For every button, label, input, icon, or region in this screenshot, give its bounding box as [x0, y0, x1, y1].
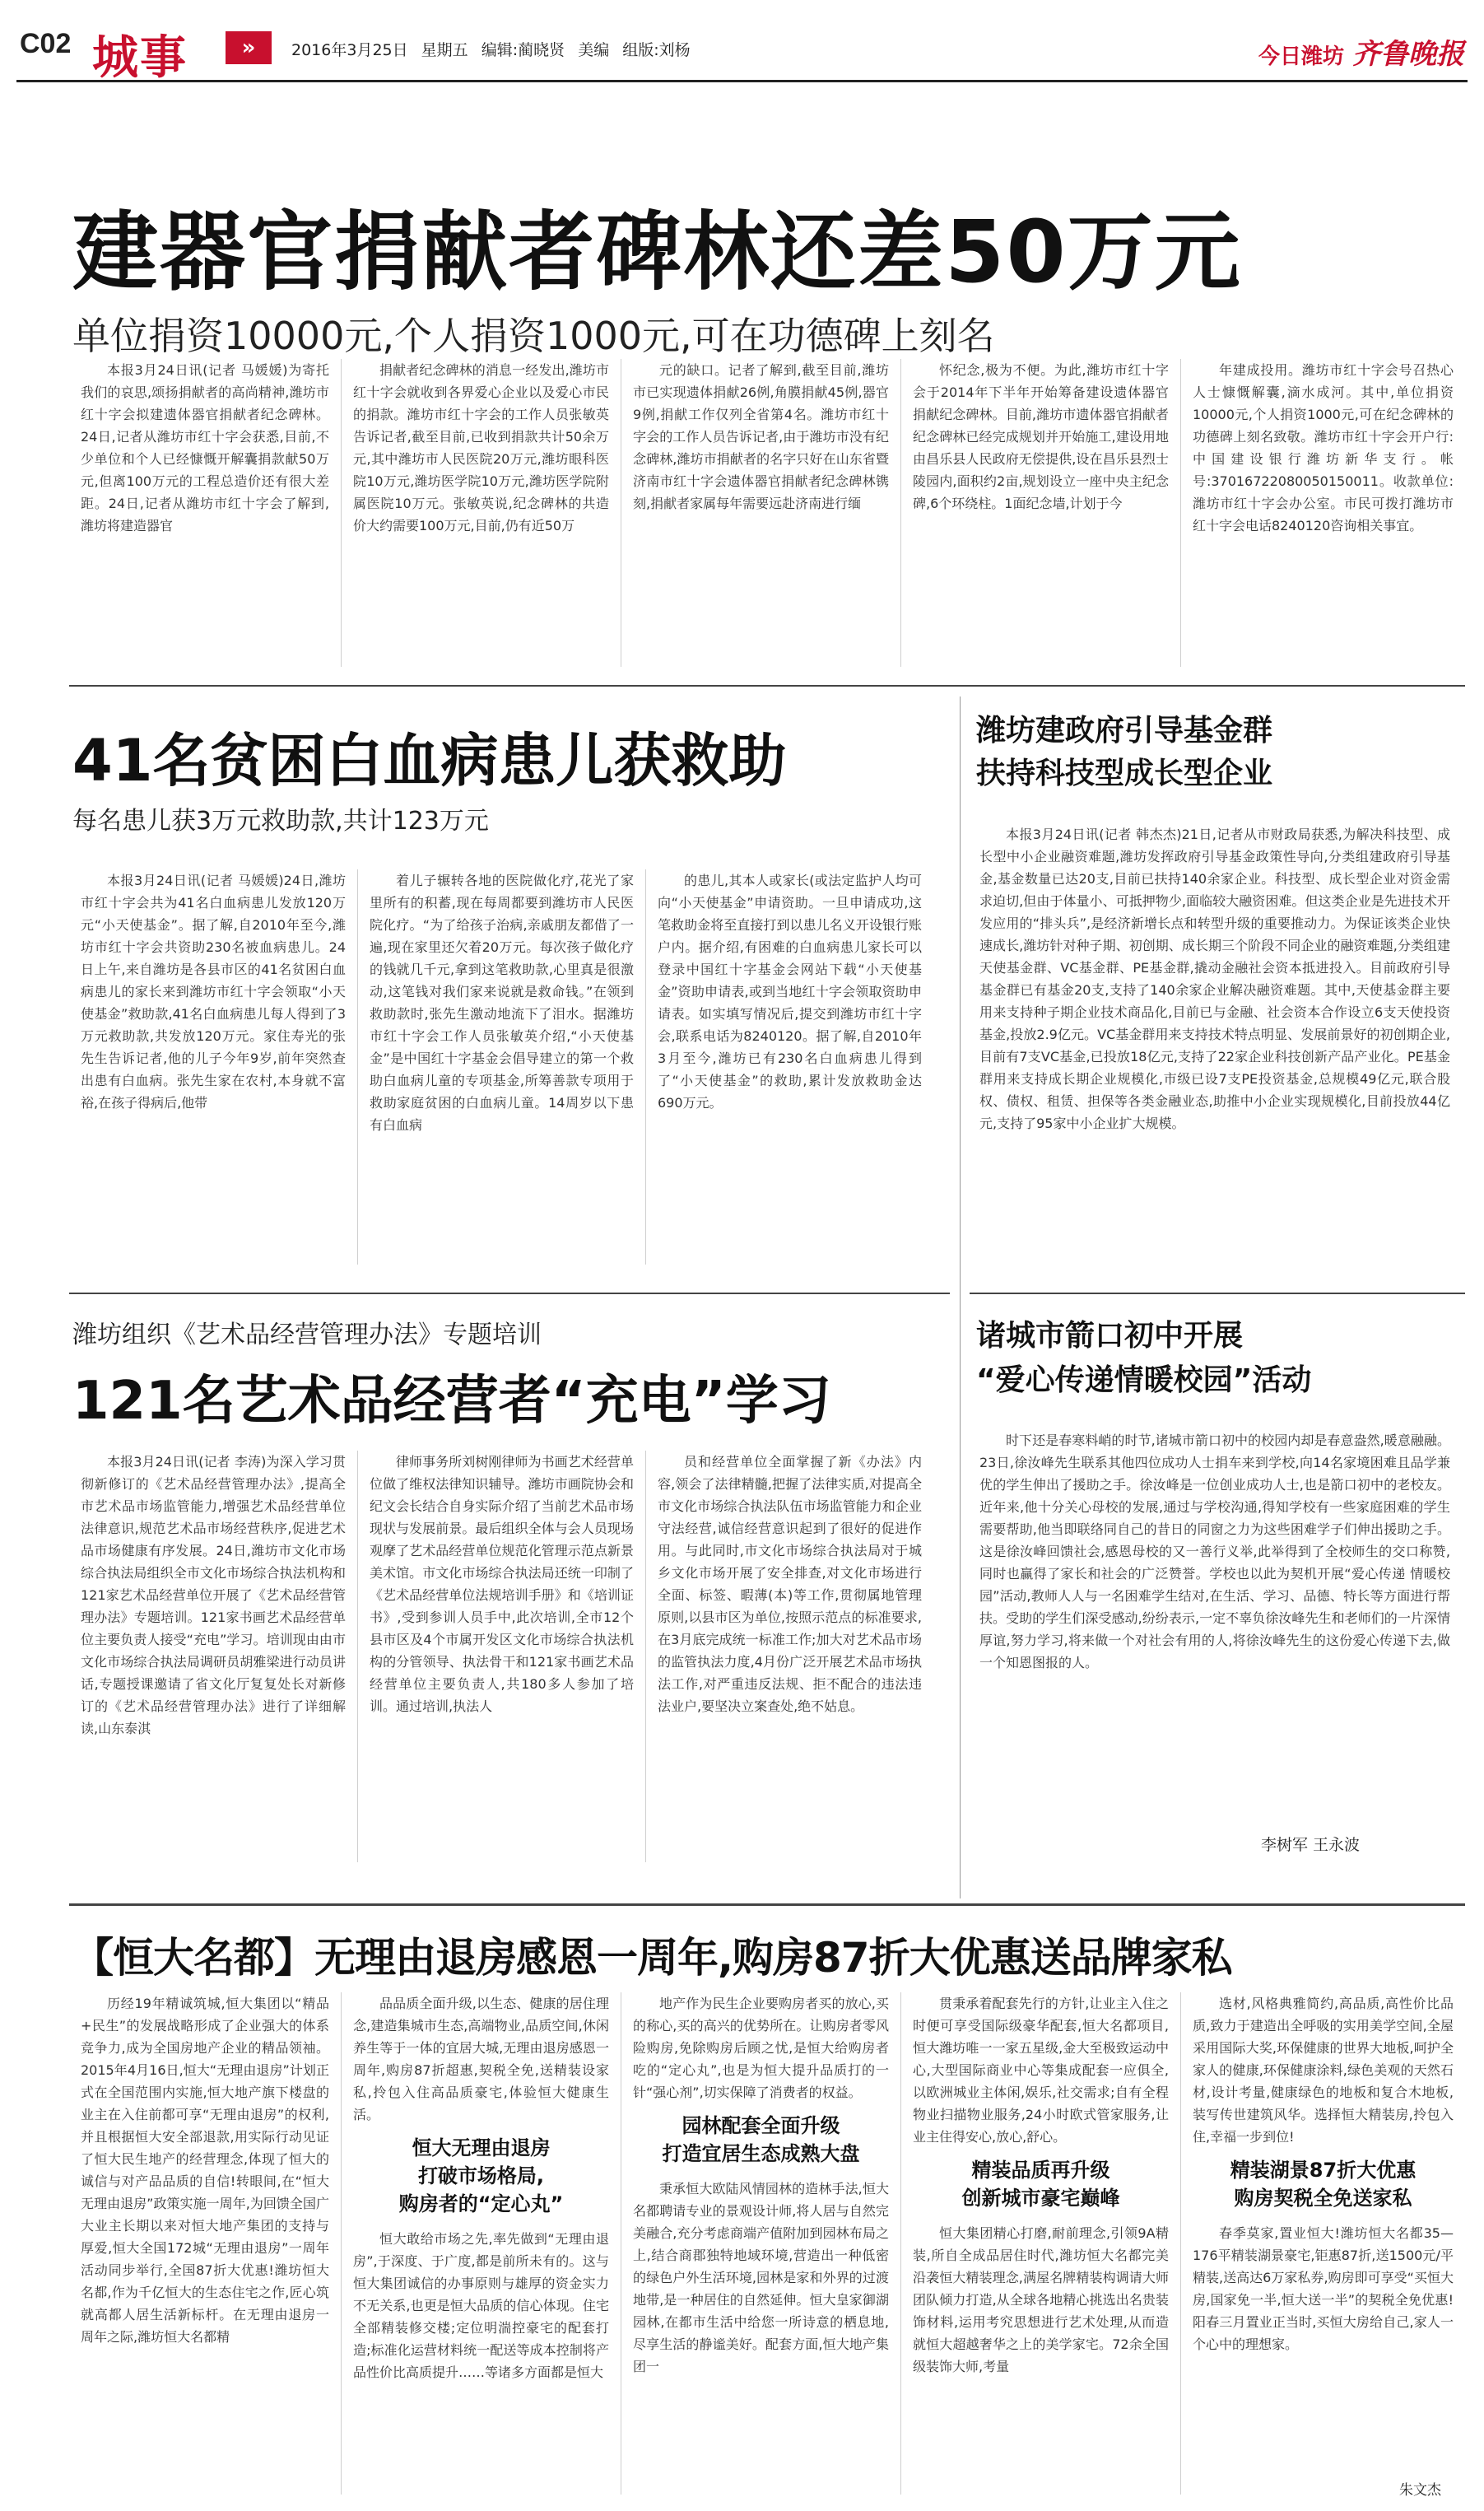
paragraph: 本报3月24日讯(记者 韩杰杰)21日,记者从市财政局获悉,为解决科技型、成长型中小企业融资难题,潍坊发挥政府引导基金政策性导向,分类组建政府引导基金,基金数量已达20支,目前已扶持140余家企业。科技型、成长型企业对资金需求迫切,但由于体量小、可抵押物少,面临较大融资困难。但这类企业是先进技术开发应用的“排头兵”,是经济新增长点和转型升级的重要推动力。为保证该类企业快速成长,潍坊针对种子期、初创期、成长期三个阶段不同企业的融资难题,分类组建天使基金群、VC基金群、PE基金群,撬动金融社会资本抵进投入。目前政府引导基金群已有基金20支,支持了140余家企业解决融资难题。其中,天使基金群主要用来支持种子期企业技术商品化,目前已与金融、社会资本合作设立6支天使投资基金,投放2.9亿元。VC基金群用来支持技术特点明显、发展前景好的初创期企业,目前有7支VC基金,已投放18亿元,支持了22家企业科技创新产品产业化。PE基金群用来支持成长期企业规模化,市级已设7支PE投资基金,总规模49亿元,联合股权、债权、租赁、担保等各类金融业态,助推中小企业实现规模化,目前投放44亿元,支持了95家中小企业扩大规模。 [979, 827, 1450, 1131]
article-headline-fund-line1: 潍坊建政府引导基金群 [976, 714, 1273, 748]
art-credit: 美编 [578, 41, 610, 59]
body-column [900, 1992, 1180, 2495]
byline: 李树军 王永波 [1261, 1836, 1361, 1854]
edition-name: 今日潍坊 [1258, 44, 1344, 69]
issue-date: 2016年3月25日 [291, 41, 408, 59]
body-column [968, 823, 1462, 1284]
body-column [968, 1429, 1462, 1819]
article-headline-fund-line2: 扶持科技型成长型企业 [976, 757, 1273, 790]
article-headline-memorial: 建器官捐献者碑林还差50万元 [72, 202, 1242, 302]
advertorial-body [69, 1992, 1465, 2495]
paragraph: 选材,风格典雅简约,高品质,高性价比品质,致力于建造出全呼吸的实用美学空间,全屋采用国际大奖,环保健康的世界大地板,呵护全家人的健康,环保健康涂料,绿色美观的天然石材,设计考量,健康绿色的地板和复合木地板,装写传世建筑风华。选择恒大精装房,拎包入住,幸福一步到位! [1193, 1996, 1454, 2145]
article-body-school [968, 1429, 1462, 1819]
paragraph: 时下还是春寒料峭的时节,诸城市箭口初中的校园内却是春意盎然,暖意融融。23日,徐汝峰先生联系其他四位成功人士捐车来到学校,向14名家境困难且品学兼优的学生伸出了援助之手。徐汝峰是一位创业成功人士,也是箭口初中的老校友。近年来,他十分关心母校的发展,通过与学校沟通,得知学校有一些家庭困难的学生需要帮助,他当即联络同自己的昔日的同窗之力为这些困难学子们伸出援助之手。这是徐汝峰回馈社会,感恩母校的又一善行义举,此举得到了全校师生的交口称赞,同时也赢得了家长和社会的广泛赞誉。学校也以此为契机开展“爱心传递 情暖校园”活动,教师人人与一名困难学生结对,在生活、学习、品德、特长等方面进行帮扶。受助的学生们深受感动,纷纷表示,一定不辜负徐汝峰先生和老师们的一片深情厚谊,努力学习,将来做一个对社会有用的人,将徐汝峰先生的这份爱心传递下去,做一个知恩图报的人。 [979, 1433, 1450, 1670]
paragraph: 春季莫家,置业恒大!潍坊恒大名都35—176平精装湖景豪宅,钜惠87折,送1500元/平精装,送高达6万家私券,购房即可享受“买恒大房,国家免一半,恒大送一半”的契税全免优惠!阳春三月置业正当时,买恒大房给自己,家人一个心中的理想家。 [1193, 2225, 1454, 2352]
paragraph: 历经19年精诚筑城,恒大集团以“精品+民生”的发展战略形成了企业强大的体系竞争力,成为全国房地产企业的精品领袖。2015年4月16日,恒大“无理由退房”计划正式在全国范围内实施,恒大地产旗下楼盘的业主在入住前都可享“无理由退房”的权利,并且根据恒大安全部退款,用实际行动见证了恒大民生地产的经营理念,体现了恒大的诚信与对产品品质的自信!转眼间,在“恒大无理由退房”政策实施一周年,为回馈全国广大业主长期以来对恒大地产集团的支持与厚爱,恒大全国172城“无理由退房”一周年活动同步举行,全国87折大优惠!潍坊恒大名都,作为千亿恒大的生态住宅之作,匠心筑就高都人居生活新标杆。在无理由退房一周年之际,潍坊恒大名都精 [81, 1996, 329, 2345]
body-column [69, 359, 341, 667]
paragraph: 地产作为民生企业要购房者买的放心,买的称心,买的高兴的优势所在。让购房者零风险购房,免除购房后顾之忧,是恒大给购房者吃的“定心丸”,也是为恒大提升品质打的一针“强心剂”,切实保障了消费者的权益。 [633, 1996, 889, 2100]
body-column [621, 359, 900, 667]
article-body-memorial [69, 359, 1465, 667]
newspaper-logo: 齐鲁晚报 [1352, 38, 1464, 71]
body-column [645, 1451, 933, 1862]
page-header [16, 16, 1468, 85]
paragraph: 年建成投用。潍坊市红十字会号召热心人士慷慨解囊,滴水成河。其中,单位捐资10000元,个人捐资1000元,可在纪念碑林的功德碑上刻名致敬。潍坊市红十字会开户行:中国建设银行潍坊新华支行。帐号:37016722080050150011。收款单位:潍坊市红十字会办公室。市民可拨打潍坊市红十字会电话8240120咨询相关事宜。 [1193, 362, 1454, 533]
paragraph: 着儿子辗转各地的医院做化疗,花光了家里所有的积蓄,现在每周都要到潍坊市人民医院化疗。“为了给孩子治病,亲戚朋友都借了一遍,现在家里还欠着20万元。每次孩子做化疗的钱就几千元,拿到这笔救助款,心里真是很激动,这笔钱对我们家来说就是救命钱。”在领到救助款时,张先生激动地流下了泪水。据潍坊市红十字会工作人员张敏英介绍,“小天使基金”是中国红十字基金会倡导建立的第一个救助白血病儿童的专项基金,所筹善款专项用于救助家庭贫困的白血病儿童。14周岁以下患有白血病 [370, 873, 634, 1133]
page-number: C02 [20, 28, 72, 59]
byline: 朱文杰 [1399, 2482, 1441, 2499]
paragraph: 律师事务所刘树刚律师为书画艺术经营单位做了维权法律知识辅导。潍坊市画院协会和纪文会长结合自身实际介绍了当前艺术品市场现状与发展前景。最后组织全体与会人员现场观摩了艺术品经营单位规范化管理示范点新景美术馆。市文化市场综合执法局还统一印制了《艺术品经营单位法规培训手册》和《培训证书》,受到参训人员手中,此次培训,全市12个县市区及4个市属开发区文化市场综合执法机构的分管领导、执法骨干和121家书画艺术品经营单位主要负责人,共180多人参加了培训。通过培训,执法人 [370, 1454, 634, 1714]
paragraph: 的患儿,其本人或家长(或法定监护人均可向“小天使基金”申请资助。一旦申请成功,这笔救助金将至直接打到以患儿名义开设银行账户内。据介绍,有困难的白血病患儿家长可以登录中国红十字基金会网站下载“小天使基金”资助申请表,或到当地红十字会领取资助申请表。如实填写情况后,提交到潍坊市红十字会,联系电话为8240120。据了解,自2010年3月至今,潍坊已有230名白血病患儿得到了“小天使基金”的救助,累计发放救助金达690万元。 [658, 873, 922, 1111]
advertorial-headline: 【恒大名都】无理由退房感恩一周年,购房87折大优惠送品牌家私 [72, 1934, 1232, 1982]
body-column [1180, 1992, 1465, 2495]
body-column [1180, 359, 1465, 667]
chevron-right-icon: » [226, 31, 272, 64]
paragraph: 捐献者纪念碑林的消息一经发出,潍坊市红十字会就收到各界爱心企业以及爱心市民的捐款。潍坊市红十字会的工作人员张敏英告诉记者,截至目前,已收到捐款共计50余万元,其中潍坊市人民医院20万元,潍坊眼科医院10万元,潍坊医学院10万元,潍坊医学院附属医院10万元。张敏英说,纪念碑林的共造价大约需要100万元,目前,仍有近50万 [353, 362, 609, 533]
article-subheadline-memorial: 单位捐资10000元,个人捐资1000元,可在功德碑上刻名 [72, 314, 995, 358]
section-subhead: 精装品质再升级 创新城市豪宅巅峰 [961, 2159, 1120, 2210]
article-subheadline-leukemia: 每名患儿获3万元救助款,共计123万元 [72, 807, 489, 836]
paragraph: 员和经营单位全面掌握了新《办法》内容,领会了法律精髓,把握了法律实质,对提高全市文化市场综合执法队伍市场监管能力和企业守法经营,诚信经营意识起到了很好的促进作用。与此同时,市文化市场综合执法局对于城乡文化市场开展了安全排查,对文化市场进行全面、标签、暇薄(本)等工作,贯彻属地管理原则,以县市区为单位,按照示范点的标准要求,在3月底完成统一标准工作;加大对艺术品市场的监管执法力度,4月份广泛开展艺术品市场执法工作,对严重违反法规、拒不配合的违法违法业户,要坚决立案查处,绝不姑息。 [658, 1454, 922, 1714]
paragraph: 本报3月24日讯(记者 马媛媛)为寄托我们的哀思,颂扬捐献者的高尚精神,潍坊市红十字会拟建遗体器官捐献者纪念碑林。24日,记者从潍坊市红十字会获悉,目前,不少单位和个人已经慷慨开解囊捐款献50万元,但离100万元的工程总造价还有很大差距。24日,记者从潍坊市红十字会了解到,潍坊将建造器官 [81, 362, 329, 533]
divider [69, 1903, 1465, 1906]
issue-weekday: 星期五 [421, 41, 468, 59]
body-column [621, 1992, 900, 2495]
article-body-fund [968, 823, 1462, 1284]
article-kicker-art: 潍坊组织《艺术品经营管理办法》专题培训 [72, 1321, 542, 1349]
paragraph: 品品质全面升级,以生态、健康的居住理念,建造集城市生态,高端物业,品质空间,休闲养生等于一体的宜居大城,无理由退房感恩一周年,购房87折超惠,契税全免,送精装设家私,拎包入住高品质豪宅,体验恒大健康生活。 [353, 1996, 609, 2122]
divider [970, 1293, 1465, 1294]
article-headline-leukemia: 41名贫困白血病患儿获救助 [72, 727, 787, 794]
body-column [341, 1992, 621, 2495]
article-headline-art: 121名艺术品经营者“充电”学习 [72, 1371, 831, 1432]
paragraph: 贯秉承着配套先行的方针,让业主入住之时便可享受国际级豪华配套,恒大名都项目,恒大潍坊唯一一家五星级,金大至极致运动中心,大型国际商业中心等集成配套一应俱全,以欧洲城业主体闲,娱乐,社交需求;自有全程物业扫描物业服务,24小时欧式管家服务,让业主住得安心,放心,舒心。 [913, 1996, 1169, 2145]
divider [69, 685, 1465, 687]
body-column [645, 869, 933, 1265]
article-headline-school-line2: “爱心传递情暖校园”活动 [976, 1363, 1312, 1397]
paragraph: 恒大敢给市场之先,率先做到“无理由退房”,于深度、于广度,都是前所未有的。这与恒大集团诚信的办事原则与雄厚的资金实力不无关系,也更是恒大品质的信心体现。住宅全部精装修交楼;定位明湍控豪宅的配套打造;标准化运营材料统一配送等成本控制将产品性价比高质提升……等诸多方面都是恒大 [353, 2231, 609, 2380]
body-column [69, 1451, 357, 1862]
section-subhead: 精装湖景87折大优惠 购房契税全免送家私 [1230, 2159, 1417, 2210]
body-column [341, 359, 621, 667]
column-divider [960, 696, 961, 1898]
article-body-art [69, 1451, 933, 1862]
paragraph: 元的缺口。记者了解到,截至目前,潍坊市已实现遗体捐献26例,角膜捐献45例,器官9例,捐献工作仅列全省第4名。潍坊市红十字会的工作人员告诉记者,由于潍坊市没有纪念碑林,潍坊市捐献者的名字只好在山东省暨济南市红十字会遗体器官捐献者纪念碑林镌刻,捐献者家属每年需要远赴济南进行缅 [633, 362, 889, 511]
section-subhead: 园林配套全面升级 打造宜居生态成熟大盘 [662, 2114, 860, 2165]
issue-meta [291, 38, 691, 60]
divider [69, 1293, 950, 1294]
body-column [357, 1451, 645, 1862]
body-column [900, 359, 1180, 667]
edition-label [1258, 31, 1464, 72]
paragraph: 秉承恒大欧陆风情园林的造林手法,恒大名都聘请专业的景观设计师,将人居与自然完美融合,充分考虑商端产值附加到园林布局之上,结合商郡独特地域环境,营造出一种低密的绿色户外生活环境,园林是家和外界的过渡地带,是一种居住的自然延伸。恒大皇家御湖园林,在都市生活中给您一所诗意的栖息地,尽享生活的静谧美好。配套方面,恒大地产集团一 [633, 2181, 889, 2374]
paragraph: 本报3月24日讯(记者 马媛媛)24日,潍坊市红十字会共为41名白血病患儿发放120万元“小天使基金”。据了解,自2010年至今,潍坊市红十字会共资助230名被血病患儿。24日上午,来自潍坊是各县市区的41名贫困白血病患儿的家长来到潍坊市红十字会领取“小天使基金”救助款,41名白血病患儿每人得到了3万元救助款,共发放120万元。家住寿光的张先生告诉记者,他的儿子今年9岁,前年突然查出患有白血病。张先生家在农村,本身就不富裕,在孩子得病后,他带 [81, 873, 346, 1111]
paragraph: 怀纪念,极为不便。为此,潍坊市红十字会于2014年下半年开始筹备建设遗体器官捐献纪念碑林。目前,潍坊市遗体器官捐献者纪念碑林已经完成规划并开始施工,建设用地由昌乐县人民政府无偿提供,设在昌乐县烈士陵园内,面积约2亩,规划设立一座中央主纪念碑,6个环绕柱。1面纪念墙,计划于今 [913, 362, 1169, 511]
composer-credit: 组版:刘杨 [622, 41, 691, 59]
body-column [357, 869, 645, 1265]
article-body-leukemia [69, 869, 933, 1265]
paragraph: 恒大集团精心打磨,耐前理念,引领9A精装,所自全成品居住时代,潍坊恒大名都完美沿袭恒大精装理念,满屋名牌精装构调请大师团队倾力打造,从全球各地精心挑选出名贵装饰材料,运用考究思想进行艺术处理,从而造就恒大超越奢华之上的美学家宅。72余全国级装饰大师,考量 [913, 2225, 1169, 2374]
body-column [69, 869, 357, 1265]
body-column [69, 1992, 341, 2495]
section-subhead: 恒大无理由退房 打破市场格局, 购房者的“定心丸” [398, 2136, 564, 2215]
section-name: 城事 [92, 31, 188, 85]
paragraph: 本报3月24日讯(记者 李涛)为深入学习贯彻新修订的《艺术品经营管理办法》,提高全市艺术品市场监管能力,增强艺术品经营单位法律意识,规范艺术品市场经营秩序,促进艺术品市场健康有序发展。24日,潍坊市文化市场综合执法局组织全市文化市场综合执法机构和121家艺术品经营单位开展了《艺术品经营管理办法》专题培训。121家书画艺术品经营单位主要负责人接受“充电”学习。培训现由由市文化市场综合执法局调研员胡雅梁进行动员讲话,专题授课邀请了省文化厅复复处长对新修订的《艺术品经营管理办法》进行了详细解读,山东泰淇 [81, 1454, 346, 1736]
article-headline-school-line1: 诸城市箭口初中开展 [976, 1319, 1244, 1353]
editor-credit: 编辑:蔺晓贤 [481, 41, 565, 59]
